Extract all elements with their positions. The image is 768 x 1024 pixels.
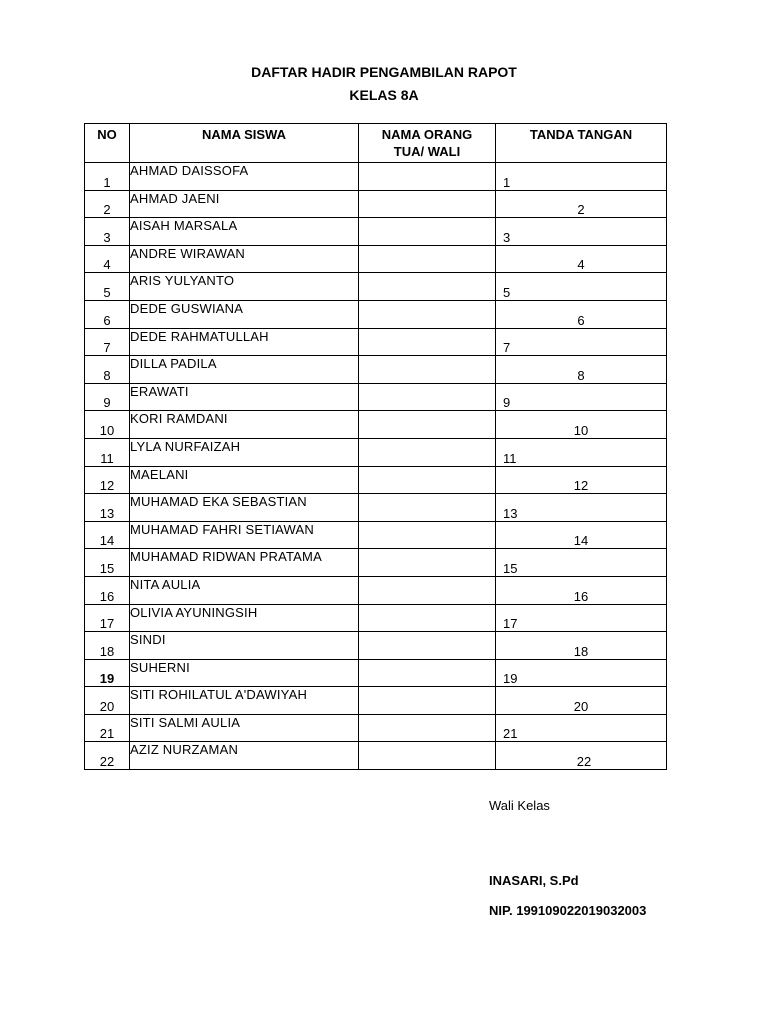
row-number: 19 bbox=[85, 659, 130, 687]
parent-name-cell bbox=[359, 438, 496, 466]
row-number: 10 bbox=[85, 411, 130, 439]
table-row bbox=[85, 549, 667, 577]
student-name: MUHAMAD RIDWAN PRATAMA bbox=[130, 549, 359, 577]
signature-cell: 6 bbox=[496, 300, 667, 328]
table-row bbox=[85, 714, 667, 742]
student-name: DILLA PADILA bbox=[130, 356, 359, 384]
column-header-parent-name bbox=[359, 124, 496, 163]
table-row bbox=[85, 604, 667, 632]
parent-name-cell bbox=[359, 659, 496, 687]
student-name: DEDE RAHMATULLAH bbox=[130, 328, 359, 356]
student-name: OLIVIA AYUNINGSIH bbox=[130, 604, 359, 632]
student-name: AHMAD JAENI bbox=[130, 190, 359, 218]
signature-cell: 22 bbox=[496, 742, 667, 770]
column-header-no: NO bbox=[85, 124, 130, 163]
row-number: 5 bbox=[85, 273, 130, 301]
table-row bbox=[85, 438, 667, 466]
row-number: 11 bbox=[85, 438, 130, 466]
row-number: 12 bbox=[85, 466, 130, 494]
table-row bbox=[85, 273, 667, 301]
student-name: AISAH MARSALA bbox=[130, 218, 359, 246]
student-name: ANDRE WIRAWAN bbox=[130, 245, 359, 273]
column-header-parent-name-text: NAMA ORANG TUA/ WALI bbox=[381, 127, 473, 159]
signature-cell: 3 bbox=[496, 218, 667, 246]
student-name: ERAWATI bbox=[130, 383, 359, 411]
signature-cell: 1 bbox=[496, 163, 667, 191]
row-number: 22 bbox=[85, 742, 130, 770]
student-name: KORI RAMDANI bbox=[130, 411, 359, 439]
signature-cell: 21 bbox=[496, 714, 667, 742]
student-name: SITI SALMI AULIA bbox=[130, 714, 359, 742]
student-name: MUHAMAD EKA SEBASTIAN bbox=[130, 494, 359, 522]
table-row bbox=[85, 328, 667, 356]
student-name: SINDI bbox=[130, 632, 359, 660]
table-row bbox=[85, 163, 667, 191]
signature-cell: 18 bbox=[496, 632, 667, 660]
student-name: MUHAMAD FAHRI SETIAWAN bbox=[130, 521, 359, 549]
table-row bbox=[85, 742, 667, 770]
student-name: LYLA NURFAIZAH bbox=[130, 438, 359, 466]
signature-cell: 8 bbox=[496, 356, 667, 384]
table-row bbox=[85, 687, 667, 715]
row-number: 18 bbox=[85, 632, 130, 660]
document-title: DAFTAR HADIR PENGAMBILAN RAPOT bbox=[251, 64, 517, 80]
parent-name-cell bbox=[359, 328, 496, 356]
student-name: AZIZ NURZAMAN bbox=[130, 742, 359, 770]
row-number: 17 bbox=[85, 604, 130, 632]
signature-cell: 11 bbox=[496, 438, 667, 466]
parent-name-cell bbox=[359, 411, 496, 439]
parent-name-cell bbox=[359, 714, 496, 742]
student-name: MAELANI bbox=[130, 466, 359, 494]
row-number: 16 bbox=[85, 576, 130, 604]
table-row bbox=[85, 659, 667, 687]
signature-cell: 15 bbox=[496, 549, 667, 577]
table-row bbox=[85, 300, 667, 328]
student-name: SUHERNI bbox=[130, 659, 359, 687]
signature-cell: 9 bbox=[496, 383, 667, 411]
signature-cell: 5 bbox=[496, 273, 667, 301]
table-row bbox=[85, 356, 667, 384]
signature-cell: 17 bbox=[496, 604, 667, 632]
parent-name-cell bbox=[359, 356, 496, 384]
student-name: DEDE GUSWIANA bbox=[130, 300, 359, 328]
attendance-table bbox=[84, 123, 667, 770]
teacher-name: INASARI, S.Pd bbox=[489, 873, 579, 888]
student-name: NITA AULIA bbox=[130, 576, 359, 604]
parent-name-cell bbox=[359, 163, 496, 191]
homeroom-teacher-label: Wali Kelas bbox=[489, 798, 550, 813]
parent-name-cell bbox=[359, 742, 496, 770]
parent-name-cell bbox=[359, 687, 496, 715]
student-name: ARIS YULYANTO bbox=[130, 273, 359, 301]
row-number: 1 bbox=[85, 163, 130, 191]
row-number: 7 bbox=[85, 328, 130, 356]
signature-cell: 13 bbox=[496, 494, 667, 522]
table-header-row bbox=[85, 124, 667, 163]
parent-name-cell bbox=[359, 494, 496, 522]
class-subtitle: KELAS 8A bbox=[349, 87, 419, 103]
table-row bbox=[85, 466, 667, 494]
student-name: SITI ROHILATUL A'DAWIYAH bbox=[130, 687, 359, 715]
table-row bbox=[85, 632, 667, 660]
teacher-nip: NIP. 199109022019032003 bbox=[489, 903, 647, 918]
table-row bbox=[85, 411, 667, 439]
parent-name-cell bbox=[359, 466, 496, 494]
parent-name-cell bbox=[359, 576, 496, 604]
signature-cell: 14 bbox=[496, 521, 667, 549]
row-number: 21 bbox=[85, 714, 130, 742]
table-row bbox=[85, 245, 667, 273]
row-number: 15 bbox=[85, 549, 130, 577]
signature-cell: 4 bbox=[496, 245, 667, 273]
parent-name-cell bbox=[359, 604, 496, 632]
parent-name-cell bbox=[359, 300, 496, 328]
parent-name-cell bbox=[359, 273, 496, 301]
parent-name-cell bbox=[359, 383, 496, 411]
student-name: AHMAD DAISSOFA bbox=[130, 163, 359, 191]
table-row bbox=[85, 218, 667, 246]
row-number: 20 bbox=[85, 687, 130, 715]
row-number: 14 bbox=[85, 521, 130, 549]
row-number: 4 bbox=[85, 245, 130, 273]
column-header-signature: TANDA TANGAN bbox=[496, 124, 667, 163]
parent-name-cell bbox=[359, 549, 496, 577]
row-number: 2 bbox=[85, 190, 130, 218]
row-number: 8 bbox=[85, 356, 130, 384]
table-row bbox=[85, 383, 667, 411]
row-number: 3 bbox=[85, 218, 130, 246]
table-row bbox=[85, 494, 667, 522]
column-header-student-name: NAMA SISWA bbox=[130, 124, 359, 163]
row-number: 9 bbox=[85, 383, 130, 411]
parent-name-cell bbox=[359, 190, 496, 218]
table-row bbox=[85, 576, 667, 604]
parent-name-cell bbox=[359, 632, 496, 660]
table-row bbox=[85, 521, 667, 549]
signature-cell: 10 bbox=[496, 411, 667, 439]
parent-name-cell bbox=[359, 521, 496, 549]
signature-cell: 12 bbox=[496, 466, 667, 494]
signature-cell: 19 bbox=[496, 659, 667, 687]
signature-cell: 7 bbox=[496, 328, 667, 356]
signature-cell: 16 bbox=[496, 576, 667, 604]
row-number: 13 bbox=[85, 494, 130, 522]
signature-cell: 20 bbox=[496, 687, 667, 715]
table-row bbox=[85, 190, 667, 218]
row-number: 6 bbox=[85, 300, 130, 328]
parent-name-cell bbox=[359, 245, 496, 273]
signature-cell: 2 bbox=[496, 190, 667, 218]
parent-name-cell bbox=[359, 218, 496, 246]
